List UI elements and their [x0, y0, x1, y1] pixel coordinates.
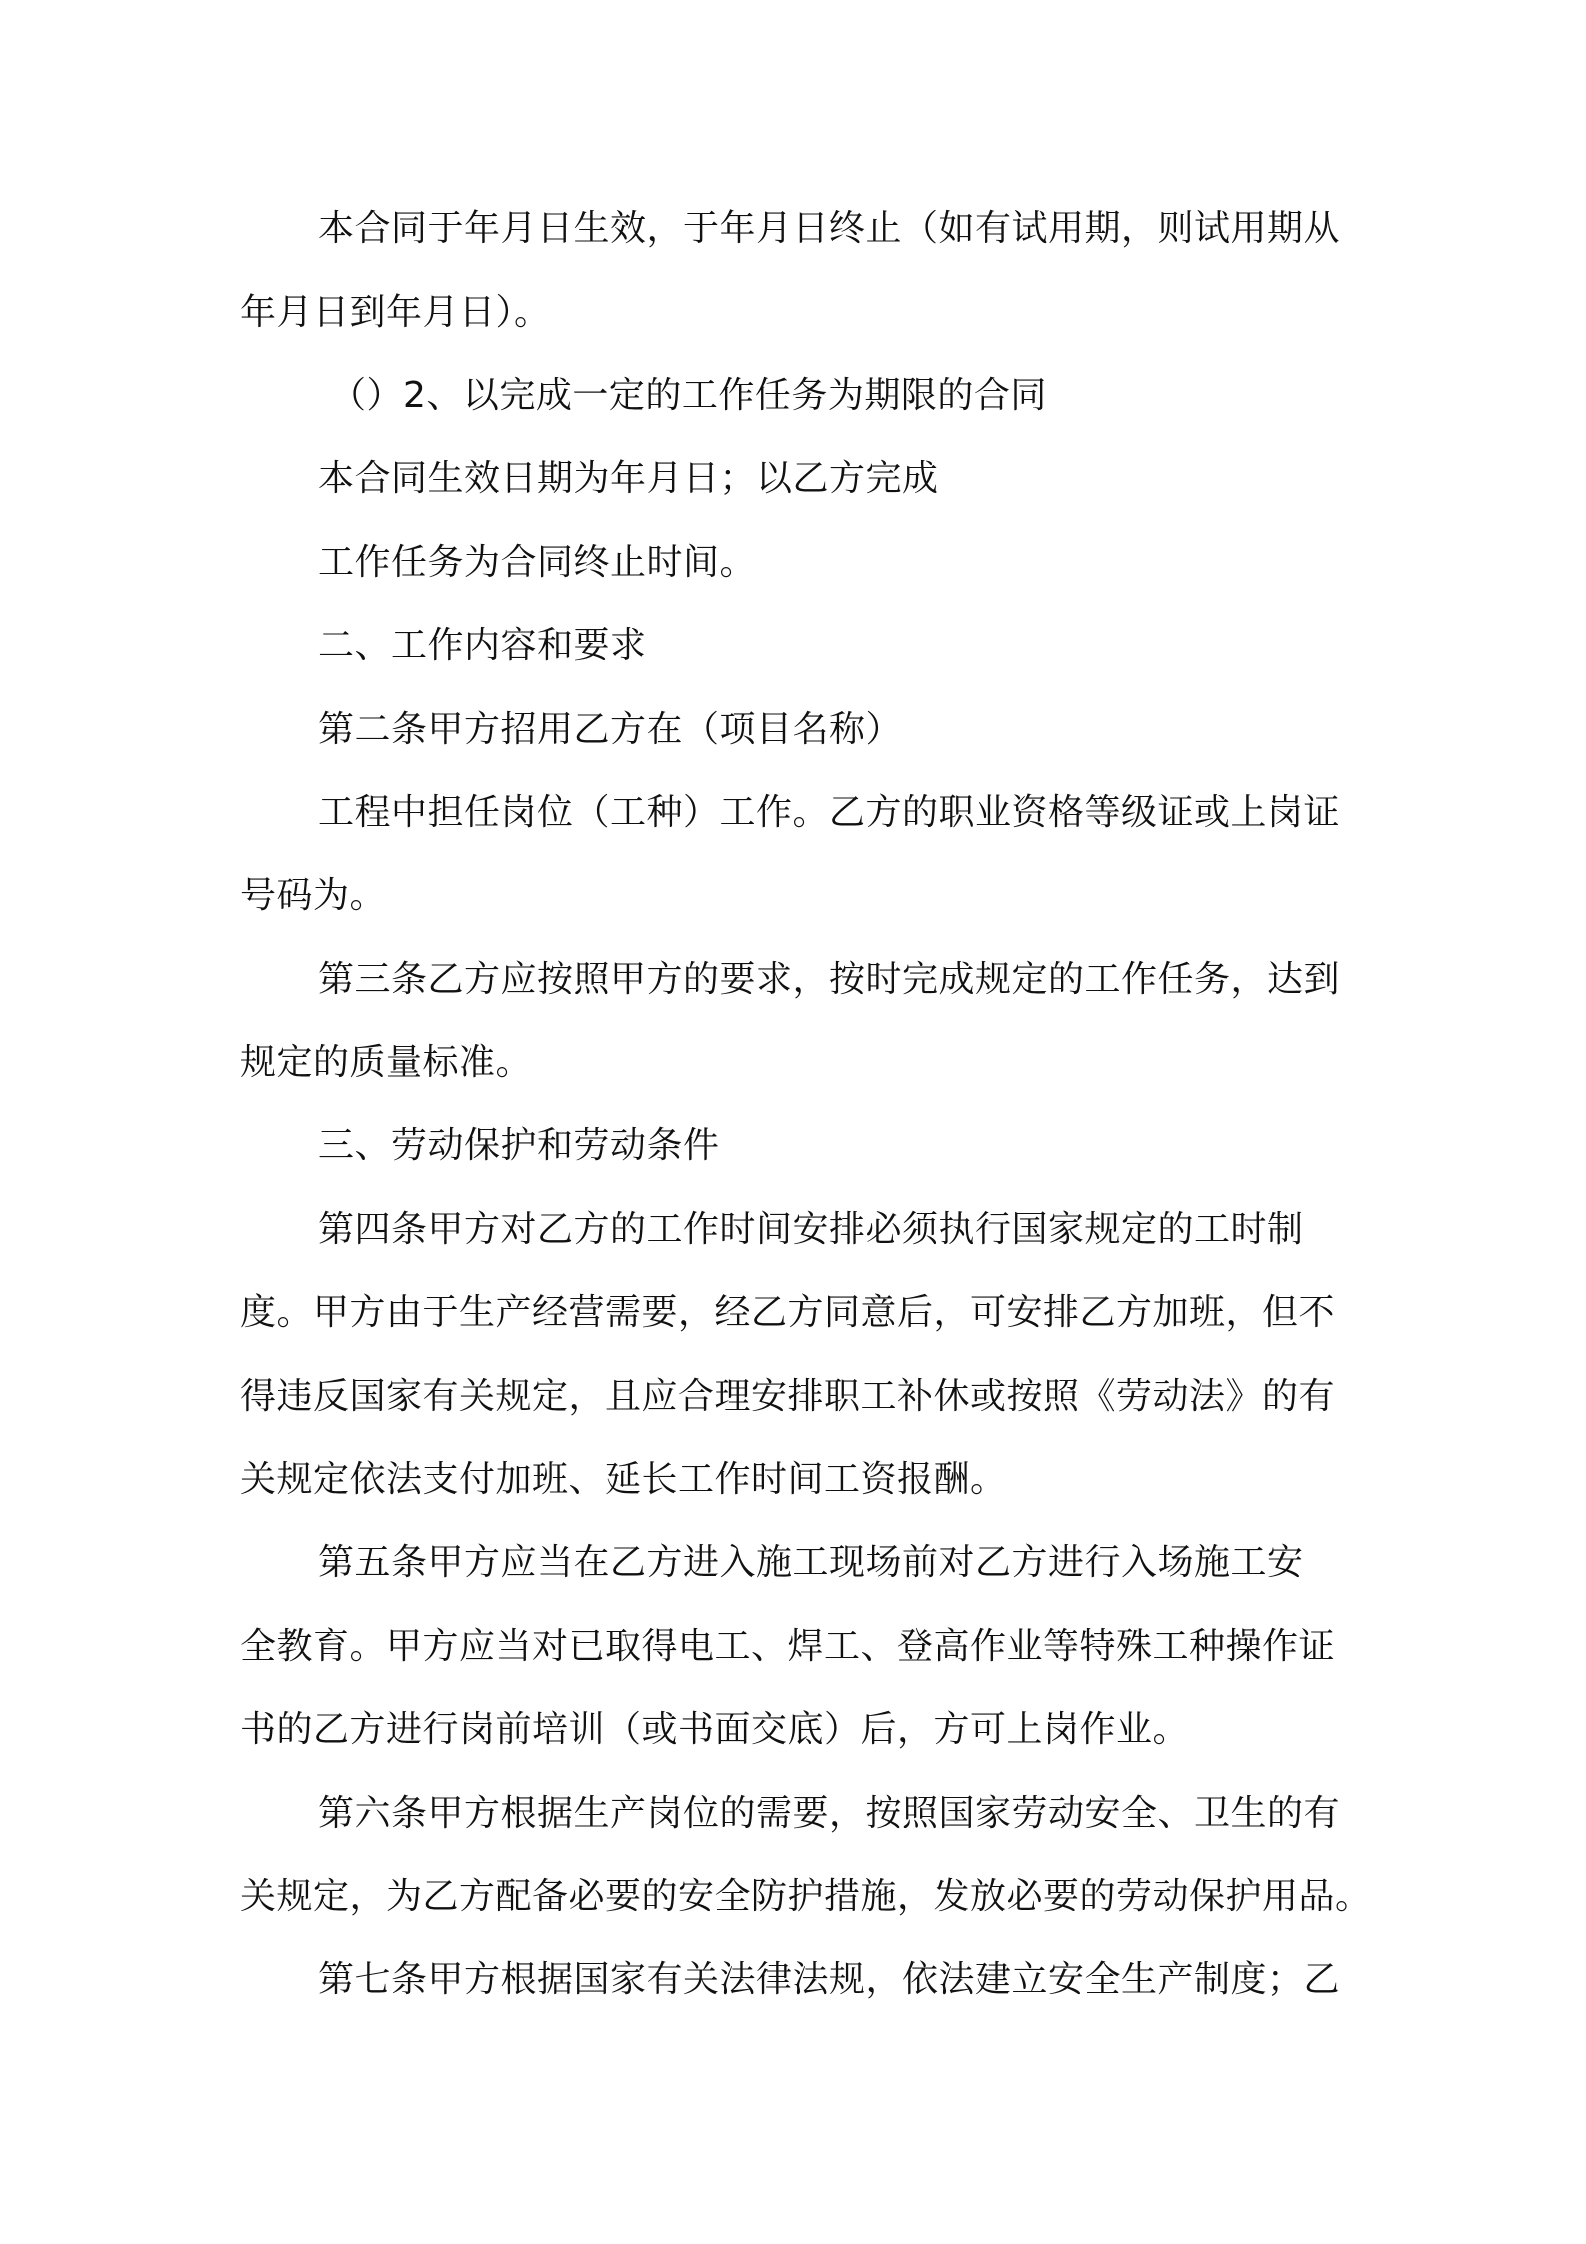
section-heading: 三、劳动保护和劳动条件	[318, 1125, 720, 1166]
text-line: （）2、以完成一定的工作任务为期限的合同	[330, 375, 1047, 416]
text-line: 第七条甲方根据国家有关法律法规，依法建立安全生产制度；乙	[318, 1959, 1341, 2000]
text-line: 全教育。甲方应当对已取得电工、焊工、登高作业等特殊工种操作证	[240, 1626, 1336, 1667]
text-line: 本合同于年月日生效，于年月日终止（如有试用期，则试用期从	[318, 208, 1341, 249]
text-line: 得违反国家有关规定，且应合理安排职工补休或按照《劳动法》的有	[240, 1376, 1336, 1417]
text-line: 度。甲方由于生产经营需要，经乙方同意后，可安排乙方加班，但不	[240, 1292, 1336, 1333]
text-line: 第三条乙方应按照甲方的要求，按时完成规定的工作任务，达到	[318, 959, 1341, 1000]
text-line: 本合同生效日期为年月日；以乙方完成	[318, 458, 939, 499]
text-line: 第六条甲方根据生产岗位的需要，按照国家劳动安全、卫生的有	[318, 1793, 1341, 1834]
text-line: 第五条甲方应当在乙方进入施工现场前对乙方进行入场施工安	[318, 1542, 1304, 1583]
text-line: 号码为。	[240, 875, 387, 916]
text-line: 工作任务为合同终止时间。	[318, 542, 757, 583]
text-line: 第四条甲方对乙方的工作时间安排必须执行国家规定的工时制	[318, 1209, 1304, 1250]
text-line: 关规定，为乙方配备必要的安全防护措施，发放必要的劳动保护用品。	[240, 1876, 1372, 1917]
text-line: 工程中担任岗位（工种）工作。乙方的职业资格等级证或上岗证	[318, 792, 1341, 833]
section-heading: 二、工作内容和要求	[318, 625, 647, 666]
text-line: 关规定依法支付加班、延长工作时间工资报酬。	[240, 1459, 1007, 1500]
text-line: 第二条甲方招用乙方在（项目名称）	[318, 709, 903, 750]
text-line: 书的乙方进行岗前培训（或书面交底）后，方可上岗作业。	[240, 1709, 1190, 1750]
text-line: 规定的质量标准。	[240, 1042, 533, 1083]
text-line: 年月日到年月日）。	[240, 292, 551, 333]
